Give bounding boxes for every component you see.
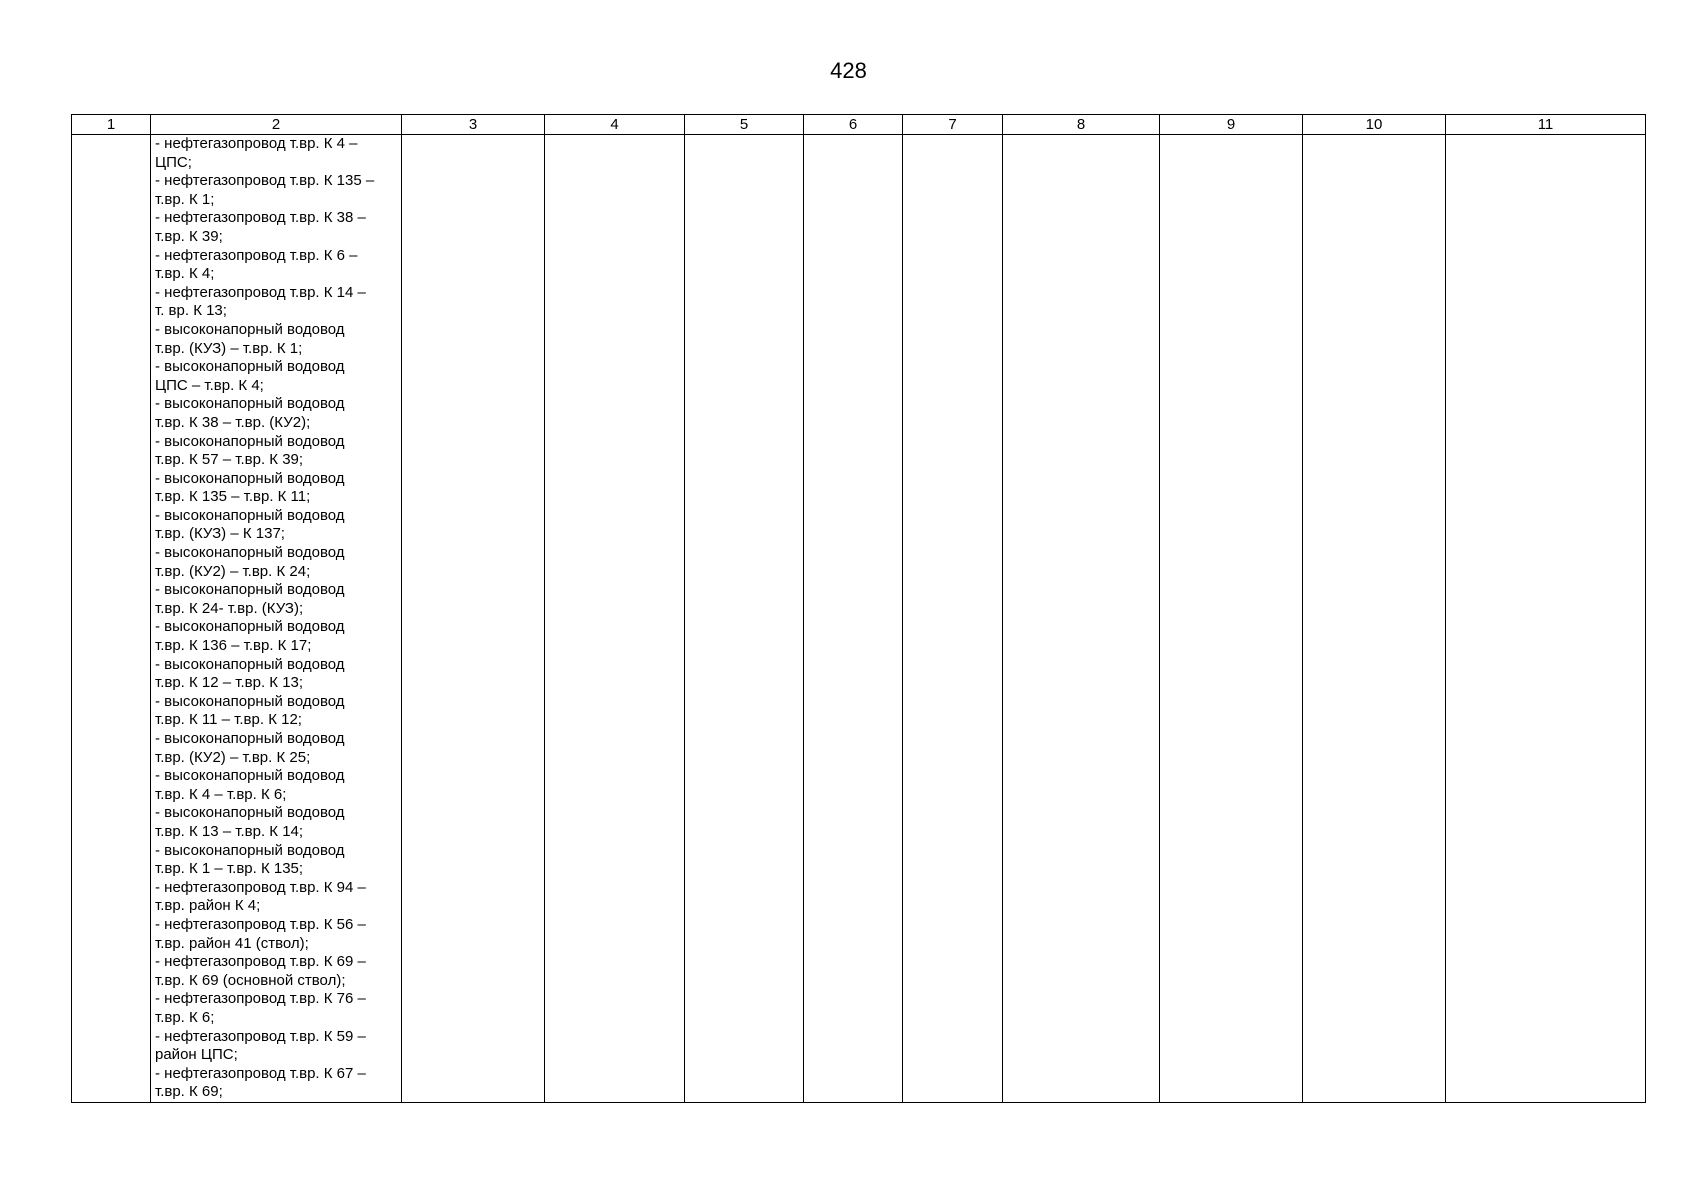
list-item: - нефтегазопровод т.вр. К 94 – т.вр. район К 4; (155, 878, 366, 915)
column-header-2: 2 (151, 115, 402, 135)
list-item: - нефтегазопровод т.вр. К 67 – т.вр. К 69; (155, 1064, 366, 1101)
list-item: - нефтегазопровод т.вр. К 38 – т.вр. К 39; (155, 209, 366, 245)
cell-col-9 (1160, 135, 1303, 1103)
column-header-4: 4 (545, 115, 685, 135)
list-item: - нефтегазопровод т.вр. К 14 – т. вр. К 13; (155, 283, 366, 320)
column-header-5: 5 (685, 115, 804, 135)
list-item: - высоконапорный водовод т.вр. К 4 – т.вр. К 6; (155, 767, 345, 803)
list-item: - нефтегазопровод т.вр. К 59 – район ЦПС; (155, 1027, 366, 1064)
list-item: - высоконапорный водовод т.вр. К 13 – т.вр. К 14; (155, 804, 345, 840)
list-item: - высоконапорный водовод т.вр. К 136 – т.вр. К 17; (155, 618, 345, 655)
header-row (72, 115, 1646, 135)
pipeline-list (151, 135, 401, 1102)
cell-col-10 (1303, 135, 1446, 1103)
column-header-9: 9 (1160, 115, 1303, 135)
cell-col-3 (402, 135, 545, 1103)
cell-col-2 (151, 135, 402, 1103)
data-table (71, 114, 1646, 1103)
column-header-10: 10 (1303, 115, 1446, 135)
list-item: - нефтегазопровод т.вр. К 6 – т.вр. К 4; (155, 246, 358, 283)
list-item: - высоконапорный водовод т.вр. К 24- т.вр. (КУЗ); (155, 581, 345, 617)
column-header-1: 1 (72, 115, 151, 135)
page-number: 428 (830, 58, 867, 83)
cell-col-1 (72, 135, 151, 1103)
column-header-8: 8 (1003, 115, 1160, 135)
list-item: - высоконапорный водовод т.вр. (КУ2) – т.вр. К 25; (155, 730, 345, 766)
cell-col-8 (1003, 135, 1160, 1103)
list-item: - высоконапорный водовод т.вр. (КУ2) – т.вр. К 24; (155, 544, 345, 580)
list-item: - высоконапорный водовод т.вр. К 38 – т.вр. (КУ2); (155, 395, 345, 431)
cell-col-5 (685, 135, 804, 1103)
table-row (72, 135, 1646, 1103)
column-header-11: 11 (1446, 115, 1646, 135)
list-item: - высоконапорный водовод т.вр. К 11 – т.вр. К 12; (155, 692, 345, 729)
list-item: - нефтегазопровод т.вр. К 76 – т.вр. К 6; (155, 990, 366, 1026)
list-item: - высоконапорный водовод т.вр. (КУЗ) – К 137; (155, 506, 345, 543)
cell-col-6 (804, 135, 903, 1103)
list-item: - нефтегазопровод т.вр. К 56 – т.вр. район 41 (ствол); (155, 915, 366, 952)
list-item: - высоконапорный водовод т.вр. К 1 – т.вр. К 135; (155, 841, 345, 878)
list-item: - высоконапорный водовод ЦПС – т.вр. К 4; (155, 358, 345, 394)
list-item: - высоконапорный водовод т.вр. (КУЗ) – т.вр. К 1; (155, 320, 345, 357)
list-item: - нефтегазопровод т.вр. К 135 – т.вр. К 1; (155, 172, 375, 208)
list-item: - нефтегазопровод т.вр. К 69 – т.вр. К 69 (основной ствол); (155, 953, 366, 989)
list-item: - высоконапорный водовод т.вр. К 135 – т.вр. К 11; (155, 469, 345, 506)
column-header-7: 7 (903, 115, 1003, 135)
cell-col-4 (545, 135, 685, 1103)
list-item: - высоконапорный водовод т.вр. К 12 – т.вр. К 13; (155, 655, 345, 692)
cell-col-11 (1446, 135, 1646, 1103)
cell-col-7 (903, 135, 1003, 1103)
list-item: - высоконапорный водовод т.вр. К 57 – т.вр. К 39; (155, 432, 345, 469)
column-header-6: 6 (804, 115, 903, 135)
list-item: - нефтегазопровод т.вр. К 4 – ЦПС; (155, 135, 358, 171)
column-header-3: 3 (402, 115, 545, 135)
